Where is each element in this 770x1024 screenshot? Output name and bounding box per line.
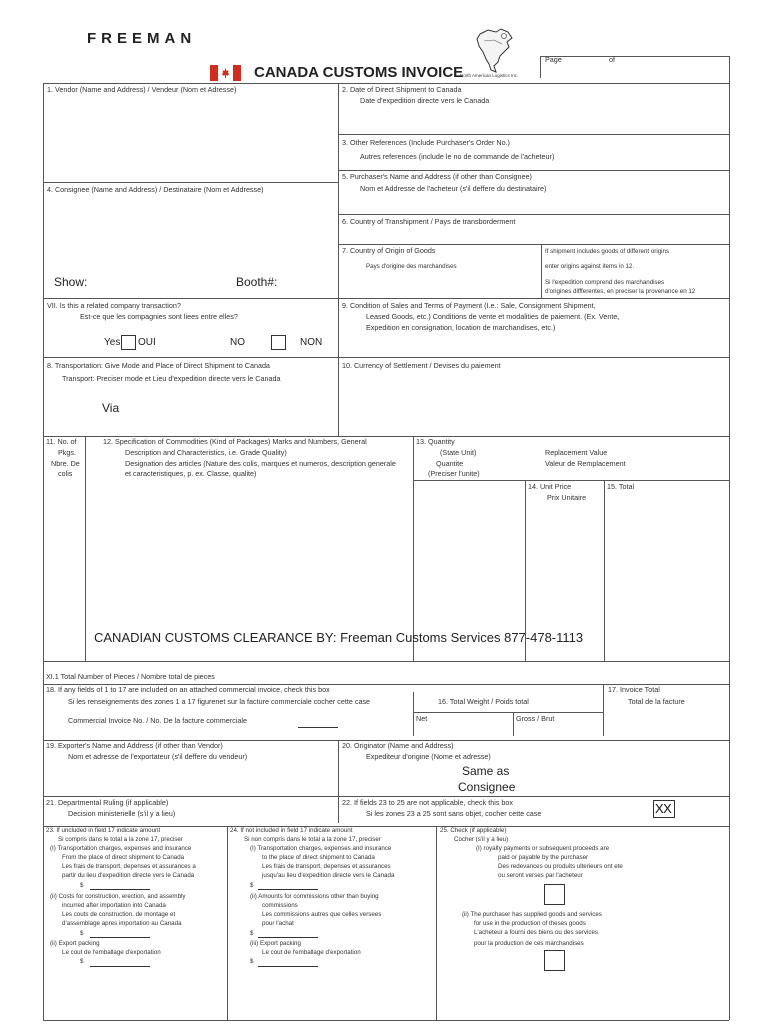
field-5-label-fr: Nom et Addresse de l'acheteur (s'il deffere du destinataire) xyxy=(360,184,547,193)
field-14-label-fr: Prix Unitaire xyxy=(547,493,587,502)
checkbox-xx-mark: XX xyxy=(655,801,672,816)
consignee-input[interactable] xyxy=(50,198,330,268)
brand-name: FREEMAN xyxy=(87,30,197,47)
attached-invoice-checkbox[interactable] xyxy=(298,713,338,728)
purchaser-supplied-goods-checkbox[interactable] xyxy=(544,950,565,971)
field-12-label-2: Description and Characteristics, i.e. Grade Quality) xyxy=(125,448,287,457)
not-applicable-checkbox[interactable] xyxy=(653,800,675,818)
commodities-table-area[interactable] xyxy=(46,505,726,620)
f24-line-3: (I) Transportation charges, expenses and insurance xyxy=(250,845,392,852)
field-21-label-fr: Decision ministerielle (s'il y a lieu) xyxy=(68,809,176,818)
f23-line-11: (ii) Export packing xyxy=(50,940,100,947)
logo-caption: North American Logistics Inc. xyxy=(460,73,519,78)
exporter-input[interactable] xyxy=(50,765,330,793)
origin-note-1: If shipment includes goods of different origins xyxy=(545,248,670,255)
replacement-value-label: Replacement Value xyxy=(545,448,608,457)
field-9-label-2: Leased Goods, etc.) Conditions de vente et modalities de paiement. (Ex. Vente, xyxy=(366,312,620,321)
field-11-label-2: Pkgs. xyxy=(58,448,76,457)
f25-line-6: ou seront verses par l'acheteur xyxy=(498,872,583,879)
country-of-origin-input[interactable] xyxy=(345,274,535,294)
f25-line-2: Cocher (s'il y a lieu) xyxy=(454,836,509,843)
f25-line-4: paid or payable by the purchaser xyxy=(498,854,589,861)
f23-line-9: Les couts de construction, de montage et xyxy=(62,911,176,918)
f23-dollar-3: $ xyxy=(80,958,84,965)
field-13-label-2: (State Unit) xyxy=(440,448,477,457)
yes-label: Yes xyxy=(104,337,121,348)
f25-line-1: 25. Check (if applicable) xyxy=(440,827,507,834)
field-22-label-fr: Si les zones 23 a 25 sont sans objet, cocher cette case xyxy=(366,809,542,818)
f24-line-10: pour l'achat xyxy=(262,920,294,927)
origin-note-3: Si l'expedition comprend des marchandises xyxy=(545,279,665,286)
f24-line-7: (ii) Amounts for commissions other than buying xyxy=(250,893,379,900)
net-weight-input[interactable] xyxy=(430,722,510,734)
field-7-label-fr: Pays d'origine des marchandises xyxy=(366,263,457,270)
originator-value-line2[interactable]: Consignee xyxy=(458,780,516,794)
booth-input[interactable] xyxy=(284,273,334,289)
no-checkbox[interactable] xyxy=(271,335,286,350)
f23-amount-1-input[interactable] xyxy=(90,889,150,890)
f24-line-9: Les commissions autres que celles versees xyxy=(262,911,382,918)
field-11-label-4: colis xyxy=(58,469,73,478)
canada-flag-icon xyxy=(210,65,241,81)
field-7-label: 7. Country of Origin of Goods xyxy=(342,246,436,255)
field-13-label-4: (Preciser l'unite) xyxy=(428,469,480,478)
f24-dollar-3: $ xyxy=(250,958,254,965)
field-13-label-3: Quantite xyxy=(436,459,464,468)
field-15-label: 15. Total xyxy=(607,482,635,491)
f24-line-12: Le cout de l'emballage d'exportation xyxy=(262,949,361,956)
f23-amount-3-input[interactable] xyxy=(90,966,150,967)
f25-line-3: (I) royalty payments or subsequent proceeds are xyxy=(476,845,610,852)
invoice-total-input[interactable] xyxy=(608,710,726,734)
field-1-vendor-label: 1. Vendor (Name and Address) / Vendeur (Nom et Adresse) xyxy=(47,85,237,94)
oui-label: OUI xyxy=(138,337,156,348)
f24-line-6: jusqu'au lieu d'expedition directe vers le Canada xyxy=(262,872,395,879)
f23-amount-2-input[interactable] xyxy=(90,937,150,938)
field-14-label: 14. Unit Price xyxy=(528,482,572,491)
no-label: NO xyxy=(230,337,245,348)
field-18-label-fr: Si les renseignements des zones 1 a 17 figurenet sur la facture commerciale cocher cette case xyxy=(68,697,371,706)
field-9-label: 9. Condition of Sales and Terms of Payment (I.e.: Sale, Consignment Shipment, xyxy=(342,301,596,310)
f25-line-7: (ii) The purchaser has supplied goods and services xyxy=(462,911,602,918)
f23-line-2: Si compris dans le total a la zone 17, preciser xyxy=(58,836,183,843)
f24-dollar-2: $ xyxy=(250,930,254,937)
form-title: CANADA CUSTOMS INVOICE xyxy=(254,64,464,81)
non-label: NON xyxy=(300,337,323,348)
originator-value-line1[interactable]: Same as xyxy=(462,764,510,778)
field-22-label: 22. If fields 23 to 25 are not applicable, check this box xyxy=(342,798,514,807)
north-america-map-icon xyxy=(474,26,518,74)
field-10-label: 10. Currency of Settlement / Devises du paiement xyxy=(342,361,501,370)
field-11-label: 11. No. of xyxy=(46,437,77,446)
purchaser-input[interactable] xyxy=(345,196,720,212)
f25-line-9: L'acheteur a fourni des biens ou des services xyxy=(474,929,598,936)
f24-amount-3-input[interactable] xyxy=(258,966,318,967)
page-label: Page xyxy=(545,55,562,64)
field-3-label-fr: Autres references (include le no de commande de l'acheteur) xyxy=(360,152,555,161)
field-6-label: 6. Country of Transhipment / Pays de transborderment xyxy=(342,217,516,226)
field-12-label: 12. Specification of Commodities (Kind of Packages) Marks and Numbers, General xyxy=(103,437,367,446)
f23-dollar-2: $ xyxy=(80,930,84,937)
field-5-label: 5. Purchaser's Name and Address (if other than Consignee) xyxy=(342,172,532,181)
f23-line-5: Les frais de transport, depenses et assurances a xyxy=(62,863,196,870)
field-8-label-fr: Transport: Preciser mode et Lieu d'expedition directe vers le Canada xyxy=(62,374,281,383)
field-17-label: 17. Invoice Total xyxy=(608,685,660,694)
f24-line-4: to the place of direct shipment to Canada xyxy=(262,854,375,861)
field-18-label: 18. If any fields of 1 to 17 are included on an attached commercial invoice, check this box xyxy=(46,685,330,694)
vendor-input[interactable] xyxy=(50,98,330,178)
country-of-transhipment-input[interactable] xyxy=(345,228,720,242)
page-total-field[interactable] xyxy=(620,58,720,72)
f24-amount-2-input[interactable] xyxy=(258,937,318,938)
field-2-label: 2. Date of Direct Shipment to Canada xyxy=(342,85,462,94)
field-13-label: 13. Quantity xyxy=(416,437,455,446)
other-references-input[interactable] xyxy=(345,163,720,169)
field-20-label: 20. Originator (Name and Address) xyxy=(342,741,454,750)
f23-line-3: (I) Transportation charges, expenses and insurance xyxy=(50,845,192,852)
field-16-label: 16. Total Weight / Poids total xyxy=(438,697,529,706)
origin-note-4: d'origines diffferentes, en preciser la provenance en 12 xyxy=(545,288,696,295)
f25-line-8: for use in the production of theses goods xyxy=(474,920,586,927)
gross-weight-label: Gross / Brut xyxy=(516,714,555,723)
f23-line-12: Le cout de l'emballage d'exportation xyxy=(62,949,161,956)
related-company-question: VII. Is this a related company transaction? xyxy=(47,301,181,310)
net-weight-label: Net xyxy=(416,714,428,723)
f24-line-2: Si non compris dans le total a la zone 17, preciser xyxy=(244,836,381,843)
booth-label: Booth#: xyxy=(236,275,278,289)
f24-line-11: (iii) Export packing xyxy=(250,940,301,947)
field-2-label-fr: Date d'expedition directe vers le Canada xyxy=(360,96,490,105)
f23-line-1: 23. If uncluded in field 17 indicate amount xyxy=(46,827,161,834)
show-label: Show: xyxy=(54,275,88,289)
field-20-label-fr: Expediteur d'origine (Nome et adresse) xyxy=(366,752,491,761)
field-12-label-4: et caracteristiques, p. ex. Classe, qualite) xyxy=(125,469,257,478)
f23-dollar-1: $ xyxy=(80,882,84,889)
replacement-value-label-fr: Valeur de Remplacement xyxy=(545,459,626,468)
field-3-label: 3. Other References (Include Purchaser's Order No.) xyxy=(342,138,510,147)
date-of-shipment-input[interactable] xyxy=(345,108,720,132)
currency-input[interactable] xyxy=(345,374,720,429)
f24-line-1: 24. If not included in field 17 indicate amount xyxy=(230,827,353,834)
conditions-of-sale-input[interactable] xyxy=(345,335,720,353)
origin-note-2: enter origins against items in 12. xyxy=(545,263,635,270)
f23-line-10: d'assemblage apres importation au Canada xyxy=(62,920,182,927)
field-17-label-fr: Total de la facture xyxy=(628,697,685,706)
of-label: of xyxy=(609,55,615,64)
transport-via-value[interactable]: Via xyxy=(102,401,120,415)
f23-line-8: incurred after importation into Canada xyxy=(62,902,166,909)
f25-line-10: pour la production de ces marchandises xyxy=(474,940,584,947)
field-12-label-3: Designation des articles (Nature des colis, marques et numeros, description generale xyxy=(125,459,396,468)
f24-line-8: commissions xyxy=(262,902,298,909)
show-input[interactable] xyxy=(95,273,225,289)
page-number-field[interactable] xyxy=(560,58,605,72)
field-9-label-3: Expedition en consignation, location de marchandises, etc.) xyxy=(366,323,556,332)
f24-dollar-1: $ xyxy=(250,882,254,889)
f23-line-6: partir du lieu d'expedition directe vers le Canada xyxy=(62,872,195,879)
field-8-label: 8. Transportation: Give Mode and Place of Direct Shipment to Canada xyxy=(47,361,270,370)
f23-line-7: (ii) Costs for construction, erection, and assembly xyxy=(50,893,186,900)
related-company-question-fr: Est-ce que les compagnies sont liees entre elles? xyxy=(80,312,238,321)
yes-checkbox[interactable] xyxy=(121,335,136,350)
f23-line-4: From the place of direct shipment to Canada xyxy=(62,854,185,861)
customs-clearance-text: CANADIAN CUSTOMS CLEARANCE BY: Freeman Customs Services 877-478-1113 xyxy=(94,630,584,645)
total-pieces-label: XI.1 Total Number of Pieces / Nombre total de pieces xyxy=(46,672,215,681)
field-11-label-3: Nbre. De xyxy=(51,459,80,468)
gross-weight-input[interactable] xyxy=(555,722,600,734)
royalty-payments-checkbox[interactable] xyxy=(544,884,565,905)
field-19-label: 19. Exporter's Name and Address (if other than Vendor) xyxy=(46,741,223,750)
field-19-label-fr: Nom et adresse de l'exportateur (s'il deffere du vendeur) xyxy=(68,752,248,761)
f25-line-5: Des redevances ou produits ulterieurs ont ete xyxy=(498,863,623,870)
f24-amount-1-input[interactable] xyxy=(258,889,318,890)
f24-line-5: Les frais de transport, depenses et assurances xyxy=(262,863,391,870)
field-4-consignee-label: 4. Consignee (Name and Address) / Destinataire (Nom et Addresse) xyxy=(47,185,264,194)
commercial-invoice-no-label: Commercial Invoice No. / No. De la facture commerciale xyxy=(68,716,247,725)
departmental-ruling-input[interactable] xyxy=(200,800,330,820)
field-21-label: 21. Departmental Ruling (if applicable) xyxy=(46,798,169,807)
